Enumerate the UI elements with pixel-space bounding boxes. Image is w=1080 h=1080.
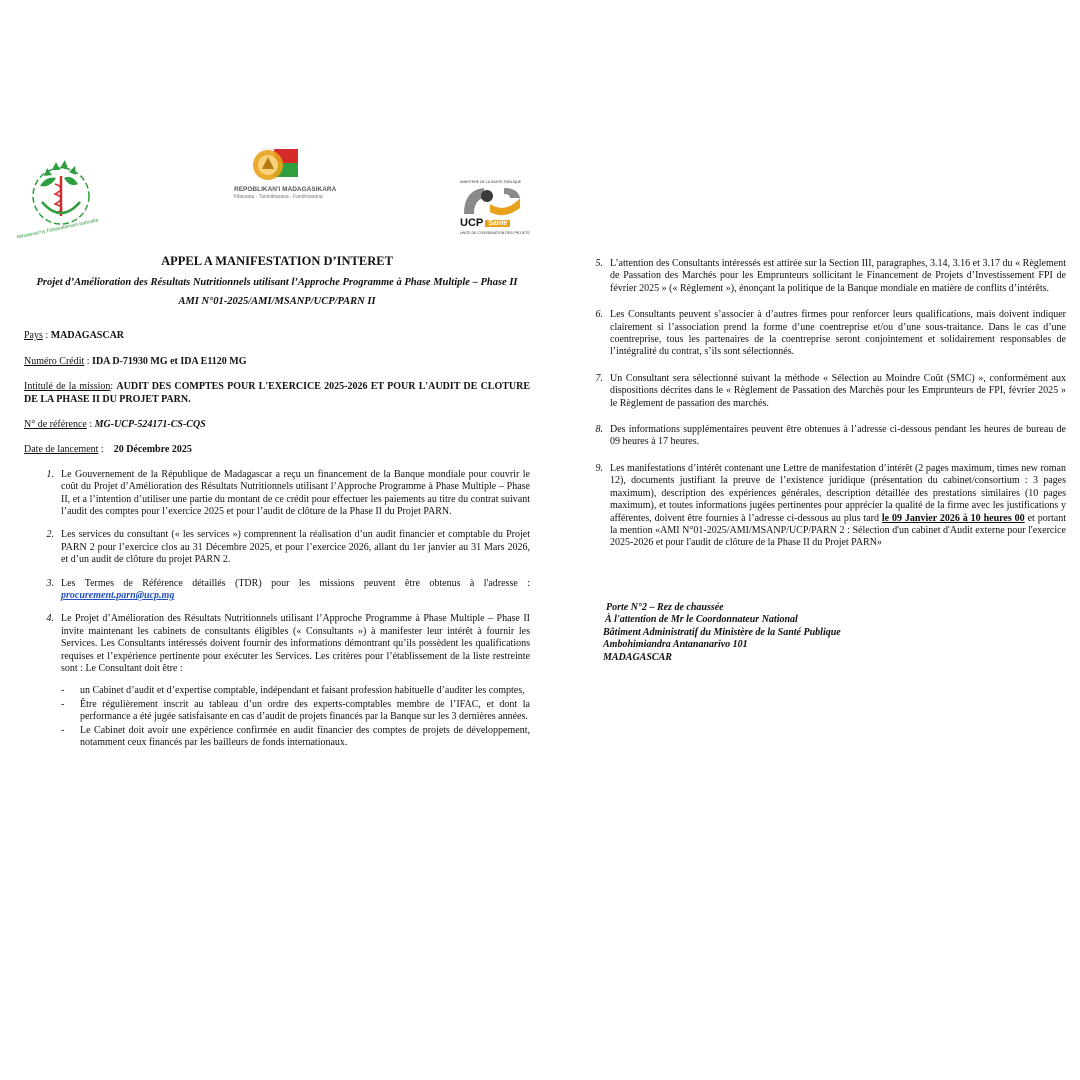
submission-address — [603, 602, 841, 664]
paragraph-9-content — [610, 463, 1066, 550]
field-mission — [24, 381, 530, 406]
republic-name: REPOBLIKAN'I MADAGASIKARA — [234, 186, 337, 193]
field-date-label: Date de lancement — [24, 444, 99, 456]
field-date-sep: : — [98, 444, 114, 456]
address-line-building: Bâtiment Administratif du Ministère de la Santé Publique — [603, 626, 841, 638]
field-mission-label: Intitulé de la mission — [24, 381, 111, 393]
criteria-bullet: - — [61, 685, 65, 697]
field-credit-value: IDA D-71930 MG et IDA E1120 MG — [92, 355, 247, 367]
criteria-item-text: Être régulièrement inscrit au tableau d’un ordre des experts-comptables membre de l’IFAC, et dont la performance a été jugée satisfaisante en cas d’audit de projets financés par la Banque sur les 3 dernières années. — [80, 698, 530, 723]
paragraph-2-number: 2. — [46, 529, 54, 541]
paragraph-3 — [24, 578, 530, 603]
ministry-logo-text: Ministeran'ny Fahasalamam-bahoaka — [16, 217, 99, 241]
field-mission-value: AUDIT DES COMPTES POUR L'EXERCICE 2025-2026 ET POUR L'AUDIT DE CLOTURE DE LA PHASE II DU PROJET PARN. — [24, 381, 531, 405]
paragraph-8 — [590, 424, 1066, 449]
republic-motto: Fitiavana - Tanindrazana - Fandrosoana — [234, 194, 323, 200]
field-date-value: 20 Décembre 2025 — [113, 444, 192, 456]
criteria-item — [24, 725, 530, 750]
ucp-acronym: UCP — [460, 217, 484, 229]
notice-title: APPEL A MANIFESTATION D’INTERET — [161, 254, 393, 268]
criteria-item-text: un Cabinet d’audit et d’expertise comptable, indépendant et faisant profession habituelle d’auditer les comptes, — [80, 685, 525, 697]
criteria-bullet: - — [61, 724, 65, 736]
field-reference — [24, 419, 530, 431]
criteria-item-text: Le Cabinet doit avoir une expérience confirmée en audit financier des comptes de projets de développement, notamment ceux financés par les bailleurs de fonds internationaux. — [80, 724, 530, 749]
field-pays — [24, 330, 530, 342]
republic-seal-logo — [232, 143, 337, 201]
ucp-ministry-caption: MINISTERE DE LA SANTE PUBLIQUE — [460, 180, 522, 184]
paragraph-7-number: 7. — [595, 372, 603, 384]
field-credit-label: Numéro Crédit — [24, 355, 85, 367]
field-credit — [24, 356, 530, 368]
paragraph-5 — [590, 258, 1066, 295]
paragraph-4-text: Le Projet d’Amélioration des Résultats Nutritionnels utilisant l’Approche Programme à Phase Multiple – Phase II invite maintenant les cabinets de consultants éligibles (« Consultants ») à manifester leur intérêt à fournir les Services. Les Consultants intéressés doivent fournir des informations démontrant qu’ils possèdent les qualifications requises et l’expérience pertinente pour exécuter les Services. Les critères pour l’établissement de la liste restreinte sont : Le Consultant doit être : — [61, 613, 530, 675]
paragraph-1-text: Le Gouvernement de la République de Madagascar a reçu un financement de la Banque mondiale pour couvrir le coût du Projet d’Amélioration des Résultats Nutritionnels utilisant l’Approche Programme à Phase Multiple – Phase II, et a l’intention d’utiliser une partie du montant de ce crédit pour effectuer les paiements au titre du contrat suivant l’audit des comptes pour l’exercice 2025 et pour l’audit de clôture de la Phase II du Projet PARN. — [61, 468, 530, 517]
ami-reference: AMI N°01-2025/AMI/MSANP/UCP/PARN II — [178, 295, 376, 307]
ucp-emblem-icon — [460, 184, 524, 218]
paragraph-3-number: 3. — [46, 577, 54, 589]
paragraph-9-number: 9. — [595, 462, 603, 474]
paragraph-5-text: L’attention des Consultants intéressés est attirée sur la Section III, paragraphes, 3.14, 3.16 et 3.17 du « Règlement de Passation des Marchés pour les Emprunteurs sollicitant le Financement de Projets d’Investissement FPI de février 2025 » (« Règlement »), énonçant la politique de la Banque mondiale en matière de conflits d’intérêts. — [610, 258, 1066, 294]
criteria-item — [24, 685, 530, 697]
criteria-list — [24, 685, 530, 749]
paragraph-5-number: 5. — [595, 258, 603, 269]
paragraph-8-text: Des informations supplémentaires peuvent être obtenues à l’adresse ci-dessous pendant les heures de bureau de 09 heures à 17 heures. — [610, 424, 1066, 448]
field-reference-value: MG-UCP-524171-CS-CQS — [94, 418, 206, 430]
address-line-door: Porte N°2 – Rez de chaussée — [606, 602, 724, 613]
right-column — [590, 258, 1066, 561]
paragraph-4 — [24, 613, 530, 675]
paragraph-2 — [24, 529, 530, 566]
ucp-sante-logo — [460, 180, 530, 236]
paragraph-6-text: Les Consultants peuvent s’associer à d’autres firmes pour renforcer leurs qualifications, mais doivent indiquer clairement si l’association prend la forme d’une coentreprise et/ou d’une sous-traitance. Dans le cas d’une coentreprise, tous les partenaires de la coentreprise seront conjointement et solidairement responsables de l’intégralité du contrat, s’ils sont sélectionnés. — [610, 309, 1066, 358]
ministry-health-logo — [16, 158, 100, 241]
submission-deadline: le 09 Janvier 2026 à 10 heures 00 — [881, 512, 1025, 524]
paragraph-1 — [24, 469, 530, 519]
field-pays-value: MADAGASCAR — [50, 330, 125, 342]
address-line-city: Ambohimiandra Antananarivo 101 — [603, 639, 748, 651]
field-pays-sep: : — [42, 330, 51, 342]
paragraph-6-number: 6. — [595, 309, 603, 321]
field-reference-label: N° de référence — [24, 418, 87, 430]
paragraph-2-text: Les services du consultant (« les services ») comprennent la réalisation d’un audit financier et comptable du Projet PARN 2 pour l’exercice clos au 31 Décembre 2025, et pour l’exercice 2026, allant du 1er janvier au 31 Mars 2026, et d’un audit de clôture du projet PARN 2. — [61, 529, 530, 566]
project-subtitle: Projet d’Amélioration des Résultats Nutritionnels utilisant l’Approche Programme à Phase Multiple – Phase II — [36, 277, 518, 289]
paragraph-4-number: 4. — [46, 613, 54, 625]
paragraph-3-content — [61, 578, 530, 603]
paragraph-7 — [590, 373, 1066, 410]
address-line-attention: À l'attention de Mr le Coordonnateur National — [605, 614, 798, 626]
ucp-sante-badge: Santé — [485, 220, 510, 227]
paragraph-9 — [590, 463, 1066, 550]
left-column — [24, 255, 530, 750]
field-mission-sep: : — [110, 381, 117, 393]
field-date — [24, 444, 530, 456]
criteria-bullet: - — [61, 698, 65, 710]
paragraph-9-text-b: et portant la mention «AMI N°01-2025/AMI/MSANP/UCP/PARN 2 : Sélection d'un cabinet d'Audit externe pour l'exercice 2025-2026 et pour l'audit de clôture de la Phase II du Projet PARN» — [610, 512, 1067, 549]
paragraph-8-number: 8. — [595, 424, 603, 436]
field-reference-sep: : — [86, 418, 95, 430]
paragraph-7-text: Un Consultant sera sélectionné suivant la méthode « Sélection au Moindre Coût (SMC) », conformément aux dispositions décrites dans le « Règlement de Passation des Marchés pour les Emprunteurs de FPI, février 2025 » le Règlement de passation des marchés. — [610, 372, 1066, 409]
paragraph-9-text-a: Les manifestations d’intérêt contenant une Lettre de manifestation d’intérêt (2 pages maximum, times new roman 12), documents justifiant la preuve de l’existence juridique (présentation du cabinet/consortium : 3 pages maximum), description des expériences générales, description détaillée des prestations similaires (10 pages maximum), et toutes informations jugées pertinentes pour apprécier la qualité de la firme avec les justifications y afférentes, doivent être fournies à l’adresse ci-dessous au plus tard — [610, 462, 1066, 524]
paragraph-1-number: 1. — [46, 468, 54, 480]
ucp-full-name: UNITE DE COORDINATION DES PROJETS — [460, 231, 530, 235]
procurement-email-link[interactable]: procurement.parn@ucp.mg — [61, 590, 175, 601]
address-line-country: MADAGASCAR — [603, 651, 672, 663]
criteria-item — [24, 699, 530, 724]
field-pays-label: Pays — [24, 330, 43, 342]
republic-seal-icon — [232, 143, 322, 185]
field-credit-sep: : — [84, 355, 93, 367]
paragraph-3-text: Les Termes de Référence détaillés (TDR) pour les missions peuvent être obtenus à l'adresse : — [61, 577, 530, 589]
paragraph-6 — [590, 309, 1066, 359]
